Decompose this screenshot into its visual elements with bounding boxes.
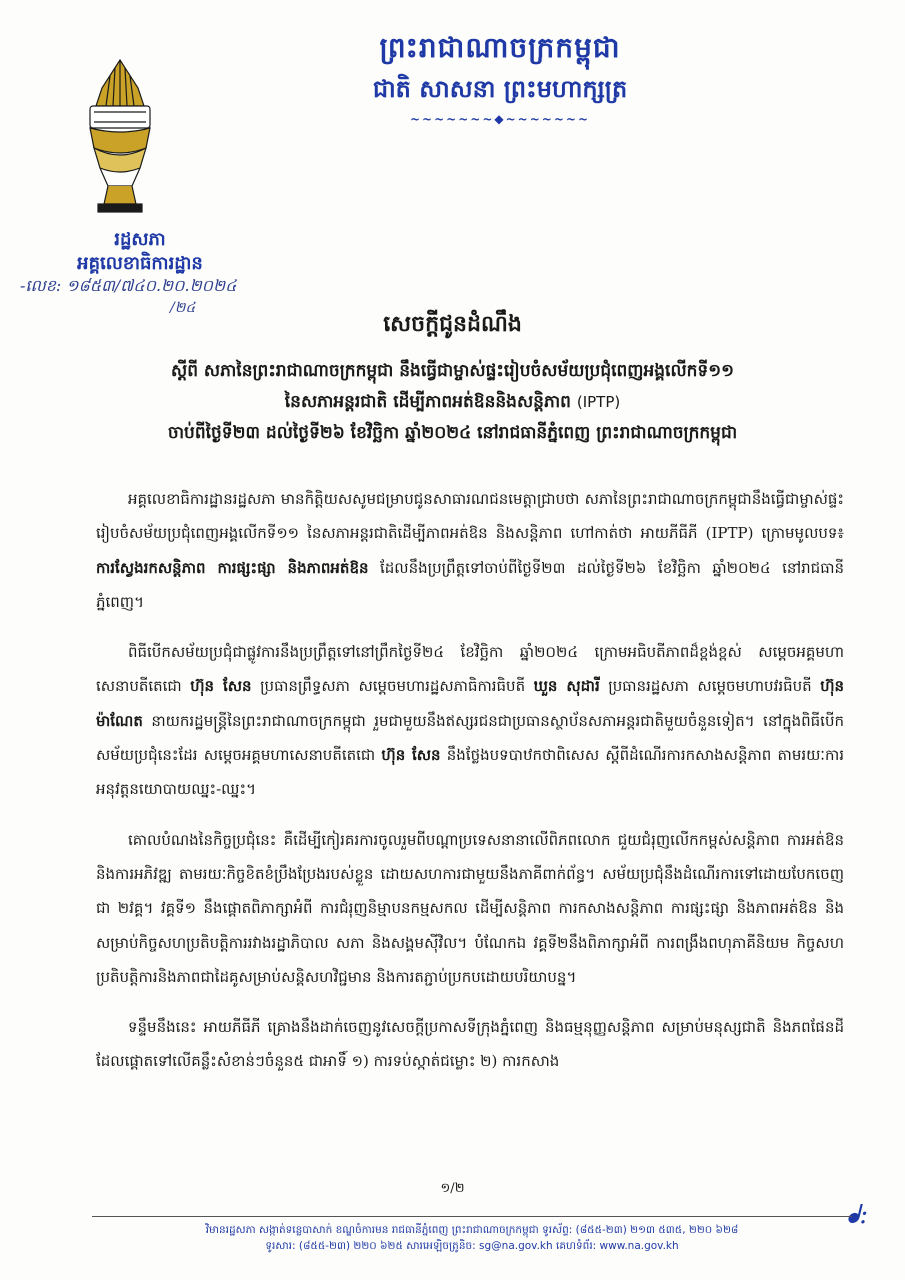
document-subject — [70, 356, 835, 449]
paragraph-1 — [96, 482, 844, 619]
national-motto: ជាតិ សាសនា ព្រះមហាក្សត្រ — [372, 74, 628, 103]
p1-text-a: អគ្គលេខាធិការដ្ឋានរដ្ឋសភា មានកិត្តិយសសូមជម្រាបជូនសាធារណជនមេត្តាជ្រាបថា សភានៃព្រះរាជាណាចក្រកម្ពុជានឹងធ្វើជាម្ចាស់ផ្ទះរៀបចំសម័យប្រជុំពេញអង្គលើកទី១១ នៃសភាអន្តរជាតិដើម្បីភាពអត់ឱន និងសន្តិភាព ហៅកាត់ថា អាយភីធីភី (IPTP) ក្រោមមូលបទ៖ — [96, 490, 844, 543]
ornament-divider: ~~~~~~~◆~~~~~~~ — [410, 112, 590, 126]
p2-text-e: នឹងថ្លែងបទបាឋកថាពិសេស ស្តីពីដំណើរការកសាងសន្តិភាព តាមរយៈការអនុវត្តនយោបាយឈ្នះ-ឈ្នះ។ — [96, 746, 845, 799]
kingdom-name: ព្រះរាជាណាចក្រកម្ពុជា — [379, 31, 621, 64]
p2-name-1: ហ៊ុន សែន — [190, 677, 252, 696]
subject-line-2-main: នៃសភាអន្តរជាតិ ដើម្បីភាពអត់ឱននិងសន្តិភាព — [284, 392, 571, 412]
reference-number-sub: /២៤ — [170, 300, 196, 316]
subject-abbreviation: (IPTP) — [576, 393, 621, 411]
p1-text-b: ដែលនឹងប្រព្រឹត្តទៅចាប់ពីថ្ងៃទី២៣ ដល់ថ្ងៃទី២៦ ខែវិច្ឆិកា ឆ្នាំ២០២៤ នៅរាជធានីភ្នំពេញ។ — [96, 558, 844, 611]
p2-text-d: នាយករដ្ឋមន្ត្រីនៃព្រះរាជាណាចក្រកម្ពុជា រួមជាមួយនឹងឥស្សរជនជាប្រធានស្ថាប័នសភាអន្តរជាតិមួយចំនួនទៀត។ នៅក្នុងពិធីបើកសម័យប្រជុំនេះដែរ សម្តេចអគ្គមហាសេនាបតីតេជោ — [96, 711, 844, 765]
footer — [92, 1222, 852, 1254]
p1-theme: ការស្វែងរកសន្តិភាព ការផ្សះផ្សា និងភាពអត់ឱន — [96, 558, 369, 577]
subject-line-2 — [70, 387, 835, 418]
initials-signature: ᖱ: — [846, 1200, 869, 1230]
p2-name-3: ហ៊ុន ម៉ាណែត — [96, 677, 844, 730]
p2-name-4: ហ៊ុន សែន — [381, 746, 441, 765]
footer-contact: ទូរសារ: (៨៥៥-២៣) ២២០ ៦២៥ សារអេឡិចត្រូនិច: sg@na.gov.kh គេហទំព័រ: www.na.gov.kh — [265, 1240, 679, 1252]
paragraph-4: ទន្ទឹមនឹងនេះ អាយភីធីភី គ្រោងនឹងដាក់ចេញនូវសេចក្តីប្រកាសទីក្រុងភ្នំពេញ និងធម្មនុញ្ញសន្តិភាព សម្រាប់មនុស្សជាតិ និងភពផែនដី ដែលផ្តោតទៅលើគន្លឹះសំខាន់ៗចំនួន៥ ជាអាទិ៍ ១) ការទប់ស្កាត់ជម្លោះ ២) ការកសាង — [96, 1018, 844, 1071]
reference-number-text: -លេខ: ១៨៥៣/៧៤០.២០.២០២៤ — [20, 276, 237, 295]
footer-divider — [92, 1216, 852, 1217]
national-assembly-emblem-icon — [80, 58, 160, 216]
p2-text-b: ប្រធានព្រឹទ្ធសភា សម្តេចមហារដ្ឋសភាធិការធិបតី — [251, 677, 534, 696]
subject-line-1: ស្តីពី សភានៃព្រះរាជាណាចក្រកម្ពុជា នឹងធ្វើជាម្ចាស់ផ្ទះរៀបចំសម័យប្រជុំពេញអង្គលើកទី១១ — [171, 361, 734, 381]
paragraph-2 — [96, 635, 844, 806]
p2-name-2: ឃួន សុដារី — [533, 677, 600, 696]
document-title: សេចក្តីជូនដំណឹង — [383, 311, 522, 337]
paragraph-3: គោលបំណងនៃកិច្ចប្រជុំនេះ គឺដើម្បីកៀរគរការចូលរួមពីបណ្តាប្រទេសនានាលើពិភពលោក ជួយជំរុញលើកកម្ពស់សន្តិភាព ការអត់ឱន និងការអភិវឌ្ឍ តាមរយៈកិច្ចខិតខំប្រឹងប្រែងរបស់ខ្លួន ដោយសហការជាមួយនឹងភាគីពាក់ព័ន្ធ។ សម័យប្រជុំនឹងដំណើរការទៅដោយបែកចេញជា ២វគ្គ។ វគ្គទី១ នឹងផ្តោតពិភាក្សាអំពី ការជំរុញនិម្មាបនកម្មសកល ដើម្បីសន្តិភាព ការកសាងសន្តិភាព ការផ្សះផ្សា និងភាពអត់ឱន និងសម្រាប់កិច្ចសហប្រតិបត្តិការរវាងរដ្ឋាភិបាល សភា និងសង្គមស៊ីវិល។ បំណែកឯ វគ្គទី២នឹងពិភាក្សាអំពី ការពង្រឹងពហុភាគីនិយម កិច្ចសហប្រតិបត្តិការនិងភាពជាដៃគូសម្រាប់សន្តិសហវិជ្ជមាន និងការតភ្ជាប់ប្រកបដោយបរិយាបន្ន។ — [96, 830, 844, 986]
reference-number — [20, 276, 330, 316]
p2-text-c: ប្រធានរដ្ឋសភា សម្តេចមហាបវរធិបតី — [599, 677, 821, 696]
page-number: ១/២ — [440, 1181, 465, 1196]
sender-block — [40, 228, 240, 276]
letterhead — [290, 28, 710, 126]
p2-text-a: ពិធីបើកសម័យប្រជុំជាផ្លូវការនឹងប្រព្រឹត្តទៅនៅព្រឹកថ្ងៃទី២៤ ខែវិច្ឆិកា ឆ្នាំ២០២៤ ក្រោមអធិបតីភាពដ៏ខ្ពង់ខ្ពស់ សម្តេចអគ្គមហាសេនាបតីតេជោ — [96, 643, 844, 696]
document-body — [96, 482, 844, 1095]
institution-name: រដ្ឋសភា — [114, 229, 166, 250]
subject-line-3: ចាប់ពីថ្ងៃទី២៣ ដល់ថ្ងៃទី២៦ ខែវិច្ឆិកា ឆ្នាំ២០២៤ នៅរាជធានីភ្នំពេញ ព្រះរាជាណាចក្រកម្ពុជា — [167, 423, 738, 443]
department-name: អគ្គលេខាធិការដ្ឋាន — [77, 253, 203, 274]
footer-address: វិមានរដ្ឋសភា សង្កាត់ទន្លេបាសាក់ ខណ្ឌចំការមន រាជធានីភ្នំពេញ ព្រះរាជាណាចក្រកម្ពុជា ទូរស័ព្ទ: (៨៥៥-២៣) ២១៣ ៥៣៥, ២២០ ៦២៨ — [205, 1224, 739, 1236]
